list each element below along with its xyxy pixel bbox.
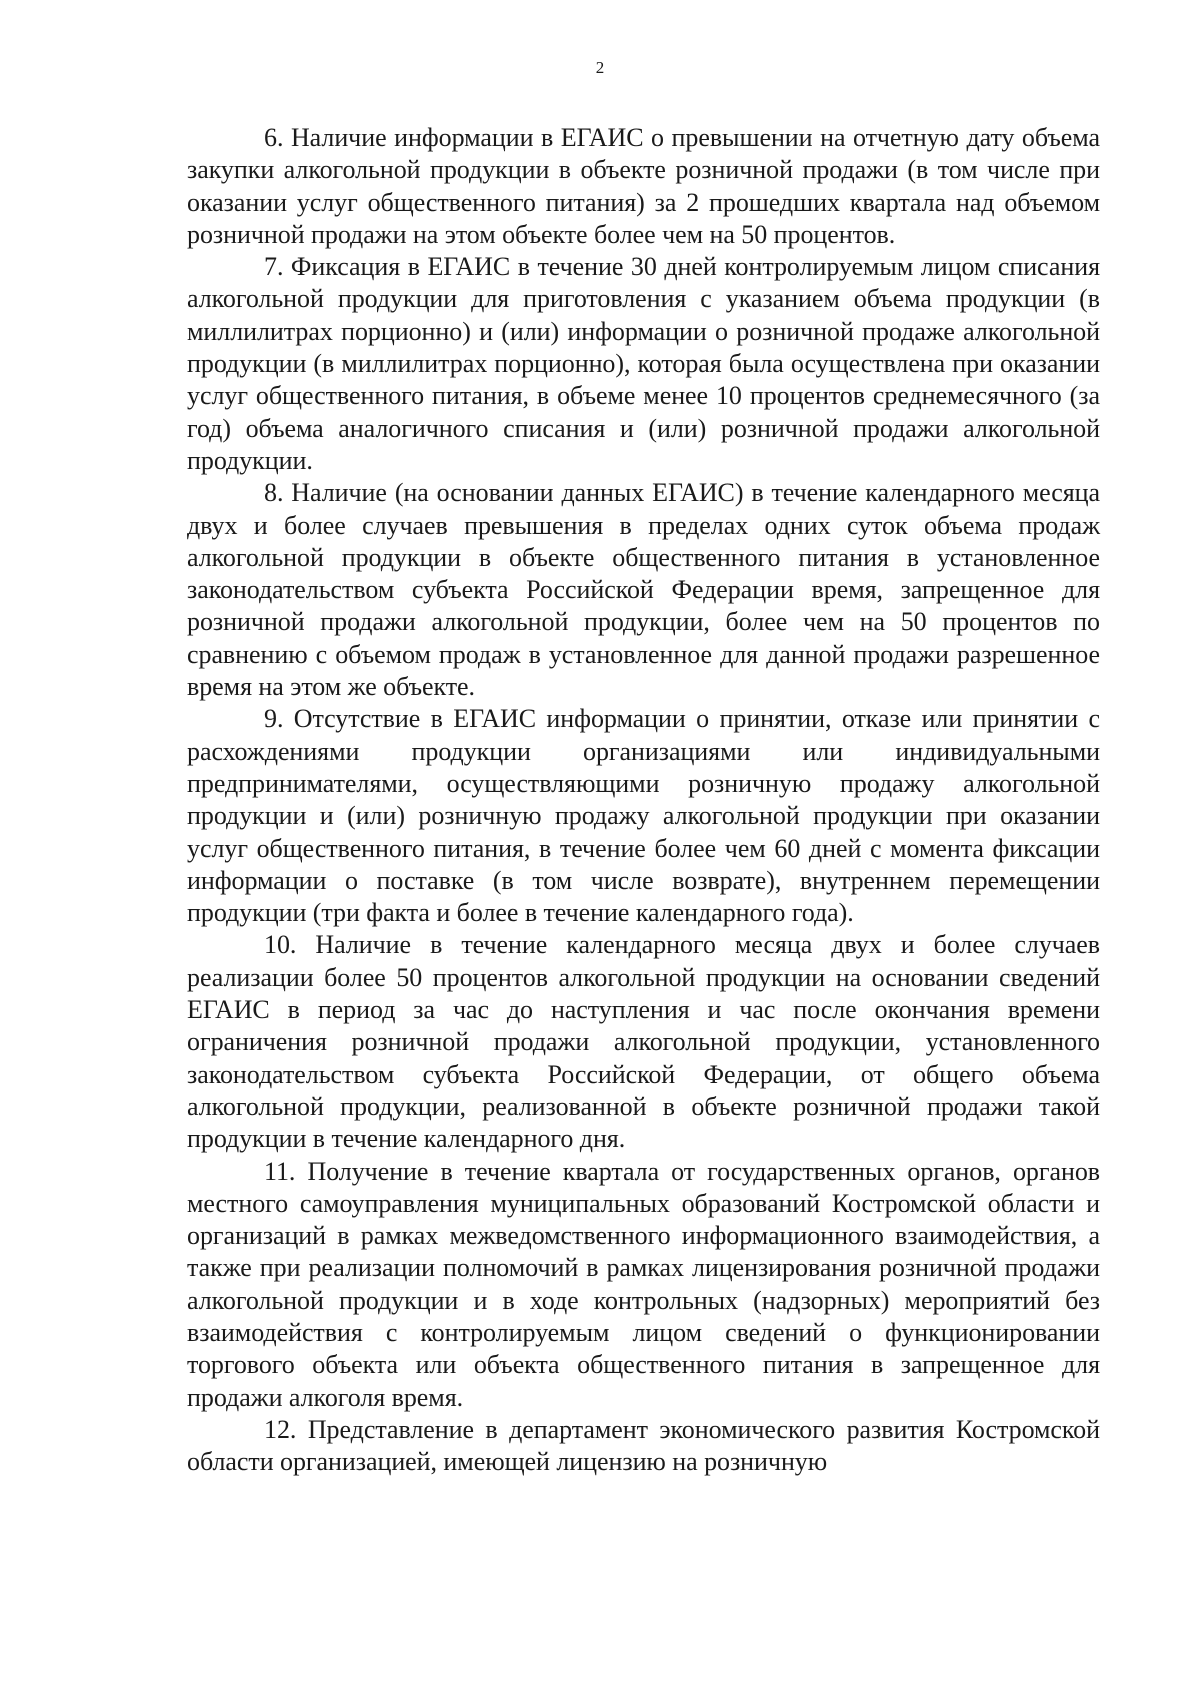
paragraph-item-10: 10. Наличие в течение календарного месяца двух и более случаев реализации более 50 процентов алкогольной продукции на основании сведений ЕГАИС в период за час до наступления и час после окончания времени ограничения розничной продажи алкогольной продукции, установленного законодательством субъекта Российской Федерации, от общего объема алкогольной продукции, реализованной в объекте розничной продажи такой продукции в течение календарного дня.	[187, 930, 1100, 1154]
paragraph-item-8: 8. Наличие (на основании данных ЕГАИС) в течение календарного месяца двух и более случаев превышения в пределах одних суток объема продаж алкогольной продукции в объекте общественного питания в установленное законодательством субъекта Российской Федерации время, запрещенное для розничной продажи алкогольной продукции, более чем на 50 процентов по сравнению с объемом продаж в установленное для данной продажи разрешенное время на этом же объекте.	[187, 478, 1100, 702]
paragraph-item-12: 12. Представление в департамент экономического развития Костромской области организацией, имеющей лицензию на розничную	[187, 1414, 1100, 1477]
paragraph-item-6: 6. Наличие информации в ЕГАИС о превышении на отчетную дату объема закупки алкогольной продукции в объекте розничной продажи (в том числе при оказании услуг общественного питания) за 2 прошедших квартала над объемом розничной продажи на этом объекте более чем на 50 процентов.	[187, 123, 1100, 249]
paragraph-item-7: 7. Фиксация в ЕГАИС в течение 30 дней контролируемым лицом списания алкогольной продукции для приготовления с указанием объема продукции (в миллилитрах порционно) и (или) информации о розничной продаже алкогольной продукции (в миллилитрах порционно), которая была осуществлена при оказании услуг общественного питания, в объеме менее 10 процентов среднемесячного (за год) объема аналогичного списания и (или) розничной продажи алкогольной продукции.	[187, 252, 1100, 475]
page-number: 2	[595, 58, 605, 77]
document-body	[187, 122, 1100, 1478]
paragraph-item-11: 11. Получение в течение квартала от государственных органов, органов местного самоуправления муниципальных образований Костромской области и организаций в рамках межведомственного информационного взаимодействия, а также при реализации полномочий в рамках лицензирования розничной продажи алкогольной продукции и в ходе контрольных (надзорных) мероприятий без взаимодействия с контролируемым лицом сведений о функционировании торгового объекта или объекта общественного питания в запрещенное для продажи алкоголя время.	[187, 1156, 1100, 1412]
paragraph-item-9: 9. Отсутствие в ЕГАИС информации о принятии, отказе или принятии с расхождениями продукции организациями или индивидуальными предпринимателями, осуществляющими розничную продажу алкогольной продукции и (или) розничную продажу алкогольной продукции при оказании услуг общественного питания, в течение более чем 60 дней с момента фиксации информации о поставке (в том числе возврате), внутреннем перемещении продукции (три факта и более в течение календарного года).	[187, 704, 1100, 928]
